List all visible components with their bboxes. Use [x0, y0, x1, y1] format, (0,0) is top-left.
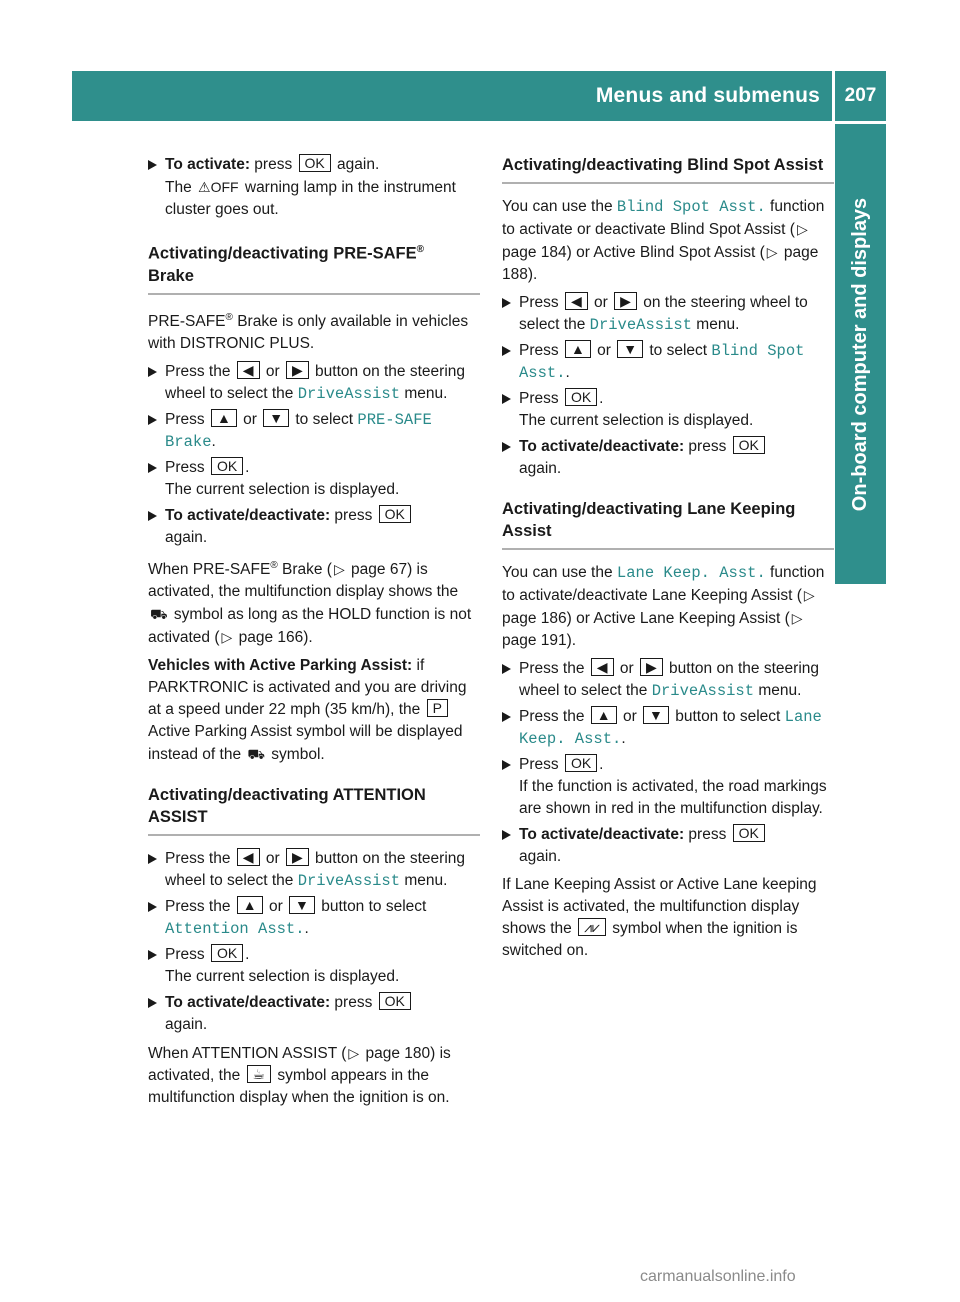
step-arrow-icon [148, 950, 157, 960]
up-button-icon: ▲ [237, 896, 263, 914]
right-button-icon: ▶ [286, 361, 309, 379]
section-tab [835, 124, 886, 584]
display-text: Blind Spot Asst. [616, 198, 766, 216]
page-ref-icon: ▷ [333, 560, 345, 577]
left-button-icon: ◀ [237, 361, 260, 379]
right-button-icon: ▶ [614, 292, 637, 310]
lane-keeping-icon: ⩘⩗ [578, 918, 606, 936]
right-column [502, 154, 834, 968]
section-tab-marker [835, 536, 886, 584]
display-text: DriveAssist [651, 682, 755, 700]
page-ref-icon: ▷ [803, 587, 815, 603]
step-arrow-icon [502, 346, 511, 356]
step-select-menu: Press the ◀ or ▶ button on the steering wheel to select the DriveAssist menu. [148, 361, 480, 405]
section-heading-blind-spot-assist: Activating/deactivating Blind Spot Assist [502, 154, 834, 184]
header-bar [72, 71, 832, 121]
ok-key-icon: OK [733, 436, 765, 454]
up-button-icon: ▲ [565, 340, 591, 358]
paragraph: Vehicles with Active Parking Assist: if PARKTRONIC is activated and you are driving at a speed under 22 mph (35 km/h), the P Active Parking Assist symbol will be displayed instead of the ⛟ symbol. [148, 656, 467, 763]
page-ref-icon: ▷ [766, 244, 778, 260]
step-select-item: Press ▲ or ▼ to select Blind Spot Asst.. [502, 340, 834, 384]
left-button-icon: ◀ [591, 658, 614, 676]
parking-icon: P [427, 699, 448, 717]
step-arrow-icon [148, 998, 157, 1008]
step-arrow-icon [148, 511, 157, 521]
step-arrow-icon [148, 854, 157, 864]
right-button-icon: ▶ [640, 658, 663, 676]
paragraph: If Lane Keeping Assist or Active Lane keeping Assist is activated, the multifunction display shows the ⩘⩗ symbol when the ignition is switched on. [502, 876, 817, 959]
display-text: Lane Keep. Asst. [616, 564, 766, 582]
display-text: DriveAssist [297, 384, 401, 403]
warning-lamp-off-icon: ⚠OFF [198, 179, 239, 195]
down-button-icon: ▼ [643, 706, 669, 724]
section-heading-lane-keeping-assist: Activating/deactivating Lane Keeping Assist [502, 498, 834, 550]
step-arrow-icon [148, 902, 157, 912]
section-heading-pre-safe-brake: Activating/deactivating PRE-SAFE® Brake [148, 239, 480, 295]
brake-hold-icon: ⛟ [150, 605, 168, 622]
ok-key-icon: OK [211, 457, 243, 475]
page-number: 207 [835, 71, 886, 121]
step-arrow-icon [502, 760, 511, 770]
step-select-menu: Press the ◀ or ▶ button on the steering wheel to select the DriveAssist menu. [502, 658, 834, 702]
ok-key-icon: OK [733, 824, 765, 842]
watermark: carmanualsonline.info [640, 1268, 796, 1285]
down-button-icon: ▼ [263, 409, 289, 427]
step-activate-deactivate: To activate/deactivate: press OK again. [148, 505, 480, 549]
step-select-item: Press the ▲ or ▼ button to select Attention Asst.. [148, 896, 480, 940]
page-ref-icon: ▷ [221, 628, 233, 645]
step-activate-deactivate: To activate/deactivate: press OK again. [502, 824, 834, 868]
step-press-ok: Press OK . The current selection is displayed. [148, 457, 480, 501]
up-button-icon: ▲ [591, 706, 617, 724]
step-press-ok: Press OK . If the function is activated, the road markings are shown in red in the multifunction display. [502, 754, 834, 820]
paragraph: PRE-SAFE® Brake is only available in vehicles with DISTRONIC PLUS. [148, 311, 469, 352]
page-ref-icon: ▷ [348, 1044, 360, 1061]
ok-key-icon: OK [379, 505, 411, 523]
ok-key-icon: OK [299, 154, 331, 172]
step-arrow-icon [148, 160, 157, 170]
step-arrow-icon [502, 830, 511, 840]
right-button-icon: ▶ [286, 848, 309, 866]
display-text: DriveAssist [297, 871, 401, 890]
left-column [148, 154, 480, 1115]
paragraph: You can use the Lane Keep. Asst. function to activate/deactivate Lane Keeping Assist ( ▷ page 186) or Active Lane Keeping Assist ( ▷ page 191). [502, 564, 825, 649]
paragraph: When PRE-SAFE® Brake ( ▷ page 67) is activated, the multifunction display shows the ⛟ symbol as long as the HOLD function is not activated ( ▷ page 166). [148, 559, 472, 646]
ok-key-icon: OK [211, 944, 243, 962]
page-ref-icon: ▷ [791, 610, 803, 626]
step-arrow-icon [148, 415, 157, 425]
step-arrow-icon [502, 442, 511, 452]
step-arrow-icon [502, 394, 511, 404]
step-select-menu: Press ◀ or ▶ on the steering wheel to select the DriveAssist menu. [502, 292, 834, 336]
step-select-menu: Press the ◀ or ▶ button on the steering wheel to select the DriveAssist menu. [148, 848, 480, 892]
ok-key-icon: OK [565, 754, 597, 772]
display-text: Blind Spot Asst. [519, 342, 805, 382]
left-button-icon: ◀ [565, 292, 588, 310]
step-arrow-icon [502, 298, 511, 308]
paragraph: You can use the Blind Spot Asst. function to activate or deactivate Blind Spot Assist ( ▷ page 184) or Active Blind Spot Assist ( ▷ page 188). [502, 198, 825, 283]
display-text: Attention Asst. [165, 919, 305, 938]
display-text: DriveAssist [589, 316, 692, 334]
step-activate-deactivate: To activate/deactivate: press OK again. [148, 992, 480, 1036]
down-button-icon: ▼ [617, 340, 643, 358]
step-activate-deactivate: To activate/deactivate: press OK again. [502, 436, 834, 480]
display-text: Lane Keep. Asst. [519, 708, 822, 748]
step-press-ok: Press OK . The current selection is displayed. [148, 944, 480, 988]
paragraph: When ATTENTION ASSIST ( ▷ page 180) is activated, the ☕ symbol appears in the multifunction display when the ignition is on. [148, 1042, 480, 1109]
left-button-icon: ◀ [237, 848, 260, 866]
step-arrow-icon [502, 664, 511, 674]
ok-key-icon: OK [379, 992, 411, 1010]
step-select-item: Press the ▲ or ▼ button to select Lane Keep. Asst.. [502, 706, 834, 750]
step-select-item: Press ▲ or ▼ to select PRE-SAFE Brake. [148, 409, 480, 453]
step-arrow-icon [502, 712, 511, 722]
display-text: PRE-SAFE Brake [165, 410, 432, 451]
up-button-icon: ▲ [211, 409, 237, 427]
brake-hold-icon: ⛟ [247, 745, 265, 762]
page-ref-icon: ▷ [796, 221, 808, 237]
step-press-ok: Press OK . The current selection is displayed. [502, 388, 834, 432]
coffee-cup-icon: ☕ [247, 1065, 272, 1083]
step-arrow-icon [148, 463, 157, 473]
step-arrow-icon [148, 367, 157, 377]
page-title: Menus and submenus [595, 84, 820, 107]
section-tab-label: On-board computer and displays [849, 197, 872, 511]
section-heading-attention-assist: Activating/deactivating ATTENTION ASSIST [148, 784, 480, 836]
step-activate: To activate: press OK again. The ⚠OFF warning lamp in the instrument cluster goes out. [148, 154, 480, 221]
down-button-icon: ▼ [289, 896, 315, 914]
ok-key-icon: OK [565, 388, 597, 406]
